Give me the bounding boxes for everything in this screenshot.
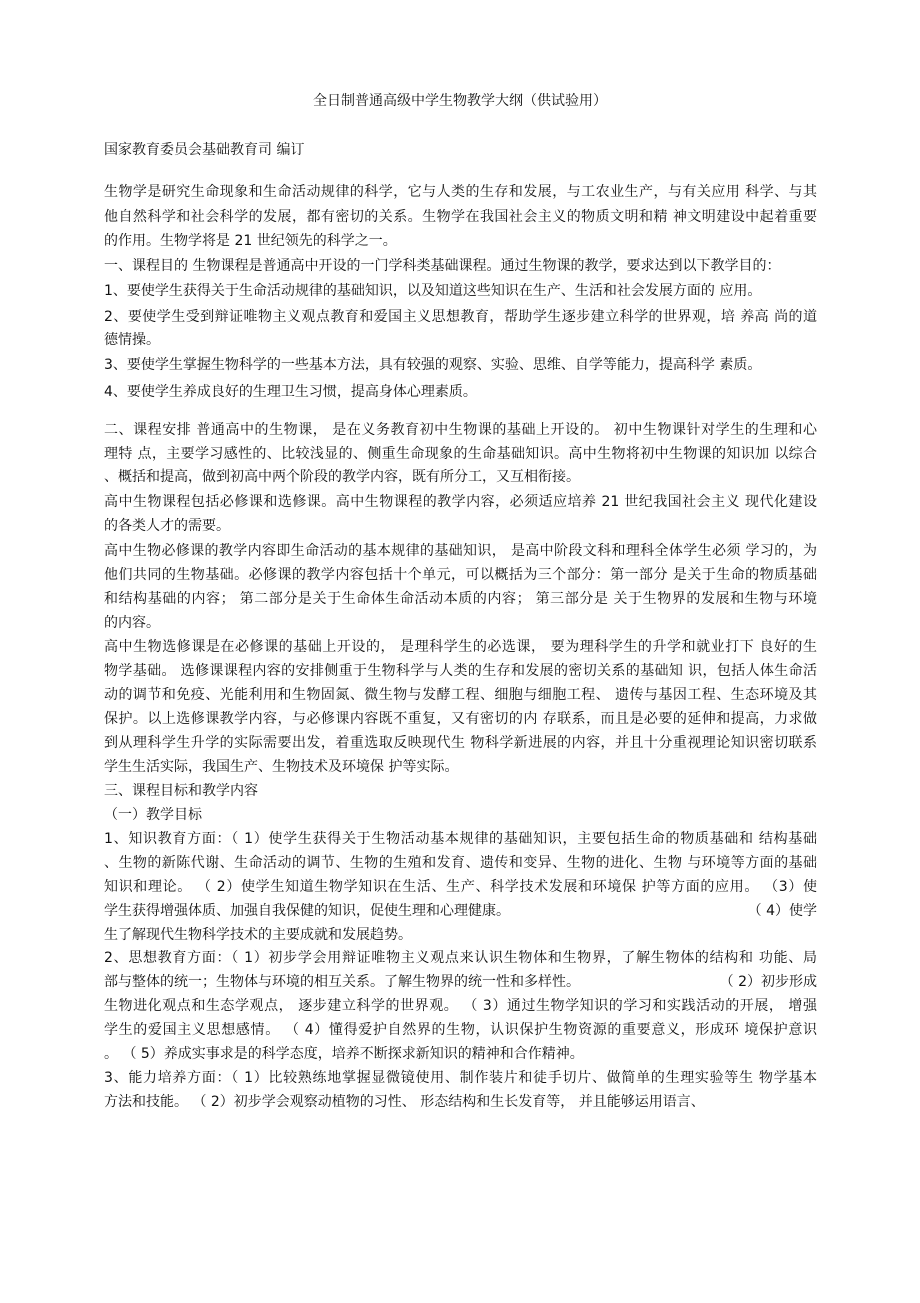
text-line: 高中生物选修课是在必修课的基础上开设的， 是理科学生的必选课， 要为理科学生的升学和就业打下 良好的生 — [104, 639, 817, 655]
text-line: 的各类人才的需要。 — [104, 518, 230, 534]
text-line: 到从理科学生升学的实际需要出发，着重选取反映现代生 物科学新进展的内容，并且十分重视理论知识密切联系 — [104, 735, 817, 751]
text-line — [104, 973, 817, 991]
text-line: 德情操。 — [104, 332, 160, 348]
text-line: 1、要使学生获得关于生命活动规律的基础知识，以及知道这些知识在生产、生活和社会发展方面的 应用。 — [104, 283, 762, 299]
text-line: 保护。以上选修课教学内容，与必修课内容既不重复，又有密切的内 存联系，而且是必要的延伸和提高，力求做 — [104, 711, 817, 727]
text-line: 一、课程目的 生物课程是普通高中开设的一门学科类基础课程。通过生物课的教学，要求达到以下教学目的： — [104, 258, 781, 274]
text-line-left: 学生获得增强体质、加强自我保健的知识，促使生理和心理健康。 — [104, 903, 510, 919]
text-line: 、概括和提高，做到初高中两个阶段的教学内容，既有所分工，又互相衔接。 — [104, 469, 580, 485]
text-line-left: 部与整体的统一；生物体与环境的相互关系。了解生物界的统一性和多样性。 — [104, 974, 580, 990]
text-line: 物学基础。 选修课课程内容的安排侧重于生物科学与人类的生存和发展的密切关系的基础知 识，包括人体生命活 — [104, 663, 817, 679]
text-line: 生了解现代生物科学技术的主要成就和发展趋势。 — [104, 927, 412, 943]
text-line: 二、课程安排 普通高中的生物课， 是在义务教育初中生物课的基础上开设的。 初中生物课针对学生的生理和心 — [104, 422, 817, 438]
text-line: 学生生活实际，我国生产、生物技术及环境保 护等实际。 — [104, 759, 459, 775]
text-line: 高中生物必修课的教学内容即生命活动的基本规律的基础知识， 是高中阶段文科和理科全体学生必须 学习的，为 — [104, 543, 817, 559]
text-line — [104, 902, 817, 920]
text-line: 2、思想教育方面：（ 1）初步学会用辩证唯物主义观点来认识生物体和生物界，了解生物体的结构和 功能、局 — [104, 950, 817, 966]
text-line: 理特 点，主要学习感性的、比较浅显的、侧重生命现象的生命基础知识。高中生物将初中生物课的知识加 以综合 — [104, 446, 817, 462]
text-line: 。 （ 5）养成实事求是的科学态度，培养不断探求新知识的精神和合作精神。 — [104, 1046, 584, 1062]
text-line: 知识和理论。 （ 2）使学生知道生物学知识在生活、生产、科学技术发展和环境保 护等方面的应用。 （3）使 — [104, 879, 817, 895]
text-line: 4、要使学生养成良好的生理卫生习惯，提高身体心理素质。 — [104, 384, 477, 400]
text-line-right: （ 4）使学 — [747, 903, 817, 919]
text-line: 的内容。 — [104, 615, 160, 631]
text-line: （一）教学目标 — [104, 807, 202, 823]
text-line: 他们共同的生物基础。必修课的教学内容包括十个单元，可以概括为三个部分：第一部分 是关于生命的物质基础 — [104, 567, 817, 583]
text-line: 生物学是研究生命现象和生命活动规律的科学，它与人类的生存和发展，与工农业生产，与有关应用 科学、与其 — [104, 184, 817, 200]
text-line: 学生的爱国主义思想感情。 （ 4）懂得爱护自然界的生物，认识保护生物资源的重要意义，形成环 境保护意识 — [104, 1022, 817, 1038]
text-line: 3、能力培养方面：（ 1）比较熟练地掌握显微镜使用、制作装片和徒手切片、做简单的生理实验等生 物学基本 — [104, 1070, 817, 1086]
text-line: 和结构基础的内容； 第二部分是关于生命体生命活动本质的内容； 第三部分是 关于生物界的发展和生物与环境 — [104, 591, 817, 607]
text-line: 生物进化观点和生态学观点， 逐步建立科学的世界观。 （ 3）通过生物学知识的学习和实践活动的开展， 增强 — [104, 998, 817, 1014]
text-line: 2、要使学生受到辩证唯物主义观点教育和爱国主义思想教育，帮助学生逐步建立科学的世界观，培 养高 尚的道 — [104, 309, 817, 325]
text-line: 3、要使学生掌握生物科学的一些基本方法，具有较强的观察、实验、思维、自学等能力，提高科学 素质。 — [104, 357, 762, 373]
text-line: 方法和技能。 （ 2）初步学会观察动植物的习性、 形态结构和生长发育等， 并且能够运用语言、 — [104, 1094, 705, 1110]
text-line: 的作用。生物学将是 21 世纪领先的科学之一。 — [104, 233, 397, 249]
text-line: 高中生物课程包括必修课和选修课。高中生物课程的教学内容，必须适应培养 21 世纪我国社会主义 现代化建设 — [104, 494, 817, 510]
text-line: 动的调节和免疫、光能利用和生物固氮、微生物与发酵工程、细胞与细胞工程、 遗传与基因工程、生态环境及其 — [104, 687, 817, 703]
text-line: 1、知识教育方面：（ 1）使学生获得关于生物活动基本规律的基础知识，主要包括生命的物质基础和 结构基础 — [104, 831, 817, 847]
document-title: 全日制普通高级中学生物教学大纲（供试验用） — [313, 93, 607, 109]
text-line: 国家教育委员会基础教育司 编订 — [104, 142, 305, 158]
text-line: 他自然科学和社会科学的发展，都有密切的关系。生物学在我国社会主义的物质文明和精 神文明建设中起着重要 — [104, 209, 817, 225]
text-line: 、生物的新陈代谢、生命活动的调节、生物的生殖和发育、遗传和变异、生物的进化、生物 与环境等方面的基础 — [104, 855, 817, 871]
text-line: 三、课程目标和教学内容 — [104, 783, 258, 799]
text-line-right: （ 2）初步形成 — [719, 974, 817, 990]
